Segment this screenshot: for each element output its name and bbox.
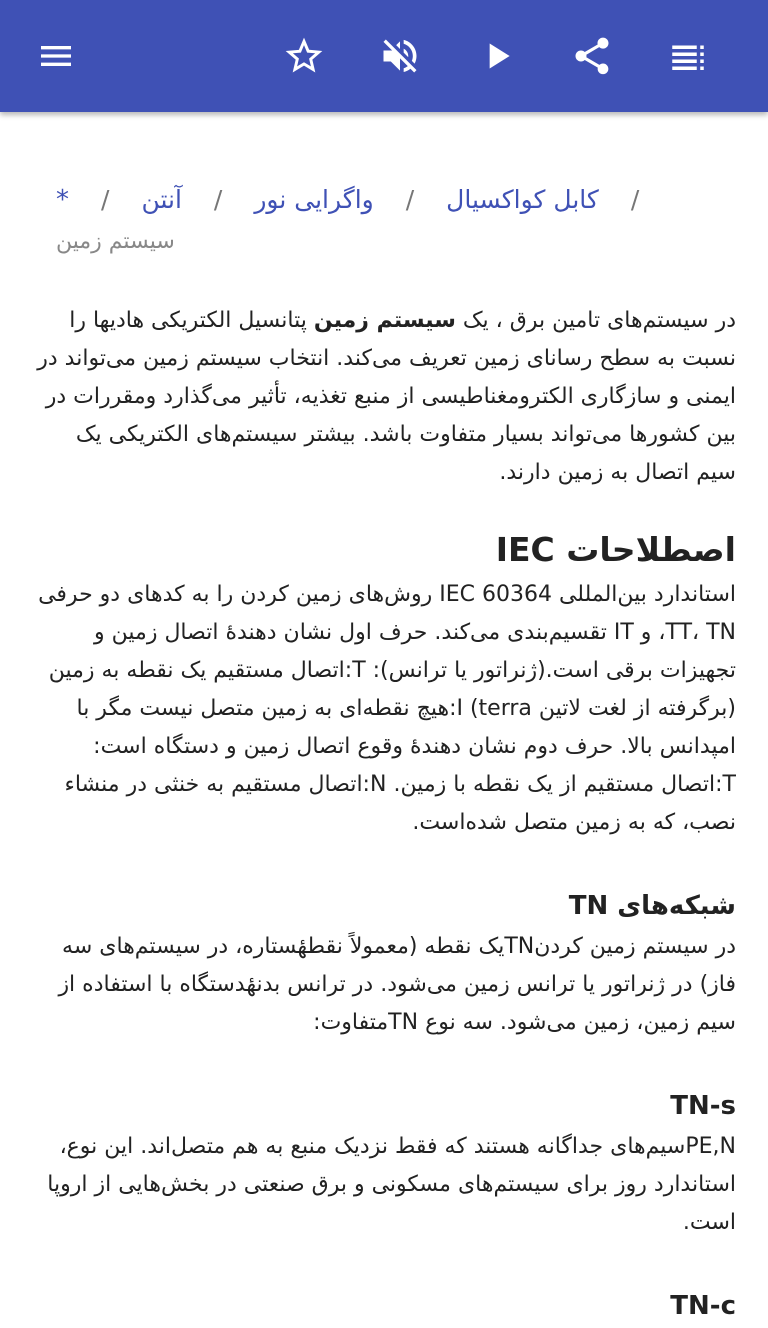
table-of-contents-button[interactable] — [658, 26, 718, 86]
breadcrumb-item-coaxial-cable[interactable]: کابل کواکسیال — [446, 185, 599, 214]
mute-button[interactable] — [370, 26, 430, 86]
breadcrumb-item-dispersion[interactable]: واگرایی نور — [254, 185, 374, 214]
bookmark-button[interactable] — [274, 26, 334, 86]
breadcrumb-separator: / — [405, 185, 415, 214]
section-paragraph-iec: استاندارد بین‌المللی IEC 60364 روش‌های زمین کردن را به کدهای دو حرفی TT، TN، و IT تقسیم‌بندی می‌کند. حرف اول نشان دهندهٔ اتصال زمین و تجهیزات برقی است.(ژنراتور یا ترانس): T:اتصال مستقیم یک نقطه به زمین (برگرفته از لغت لاتین I (terra:هیچ نقطه‌ای به زمین متصل نیست مگر با امپدانس بالا. حرف دوم نشان دهندهٔ وقوع اتصال زمین و دستگاه است: T:اتصال مستقیم از یک نقطه با زمین. N:اتصال مستقیم به خنثی در منشاء نصب، که به زمین متصل شده‌است. — [38, 582, 736, 835]
breadcrumb-separator: / — [213, 185, 223, 214]
section-paragraph-tn-networks: در سیستم زمین کردنTNیک نقطه (معمولاً نقطهٔستاره، در سیستم‌های سه فاز) در ژنراتور یا ترانس زمین می‌شود. در ترانس بدنهٔدستگاه با استفاده از سیم زمین، زمین می‌شود. سه نوع TNمتفاوت: — [58, 934, 736, 1035]
breadcrumb — [56, 178, 736, 262]
menu-button[interactable] — [26, 26, 86, 86]
volume-off-icon — [378, 34, 422, 78]
intro-paragraph — [32, 302, 736, 492]
section-heading-tn-networks: شبکه‌های TN — [568, 891, 736, 921]
section-heading-tn-c: TN-c — [670, 1291, 736, 1321]
breadcrumb-item-root[interactable]: * — [56, 185, 69, 215]
breadcrumb-item-antenna[interactable]: آنتن — [141, 185, 182, 214]
star-outline-icon — [282, 34, 326, 78]
play-icon — [478, 36, 518, 76]
article-body — [32, 302, 736, 1328]
share-button[interactable] — [562, 26, 622, 86]
article-content — [0, 112, 768, 1321]
share-icon — [570, 34, 614, 78]
menu-icon — [36, 36, 76, 76]
breadcrumb-separator: / — [630, 185, 640, 214]
breadcrumb-current: سیستم زمین — [56, 229, 175, 254]
intro-text-end: پتانسیل الکتریکی هادیها را نسبت به سطح رسانای زمین تعریف می‌کند. انتخاب سیستم زمین می‌تواند در ایمنی و سازگاری الکترومغناطیسی از منبع تغذیه، تأثیر می‌گذارد ومقررات در بین کشورها می‌تواند بسیار متفاوت باشد. بیشتر سیستم‌های الکتریکی یک سیم اتصال به زمین دارند. — [37, 308, 736, 485]
section-heading-iec: اصطلاحات IEC — [495, 530, 736, 569]
intro-bold-term: سیستم زمین — [313, 308, 456, 333]
breadcrumb-separator: / — [101, 185, 110, 214]
intro-text-start: در سیستم‌های تامین برق ، یک — [455, 308, 736, 333]
app-bar — [0, 0, 768, 112]
section-paragraph-tn-s: PE,Nسیم‌های جداگانه هستند که فقط نزدیک منبع به هم متصل‌اند. این نوع، استاندارد روز برای سیستم‌های مسکونی و برق صنعتی در بخش‌هایی از اروپا است. — [47, 1134, 736, 1235]
play-button[interactable] — [468, 26, 528, 86]
playlist-icon — [667, 35, 709, 77]
section-heading-tn-s: TN-s — [670, 1091, 736, 1121]
